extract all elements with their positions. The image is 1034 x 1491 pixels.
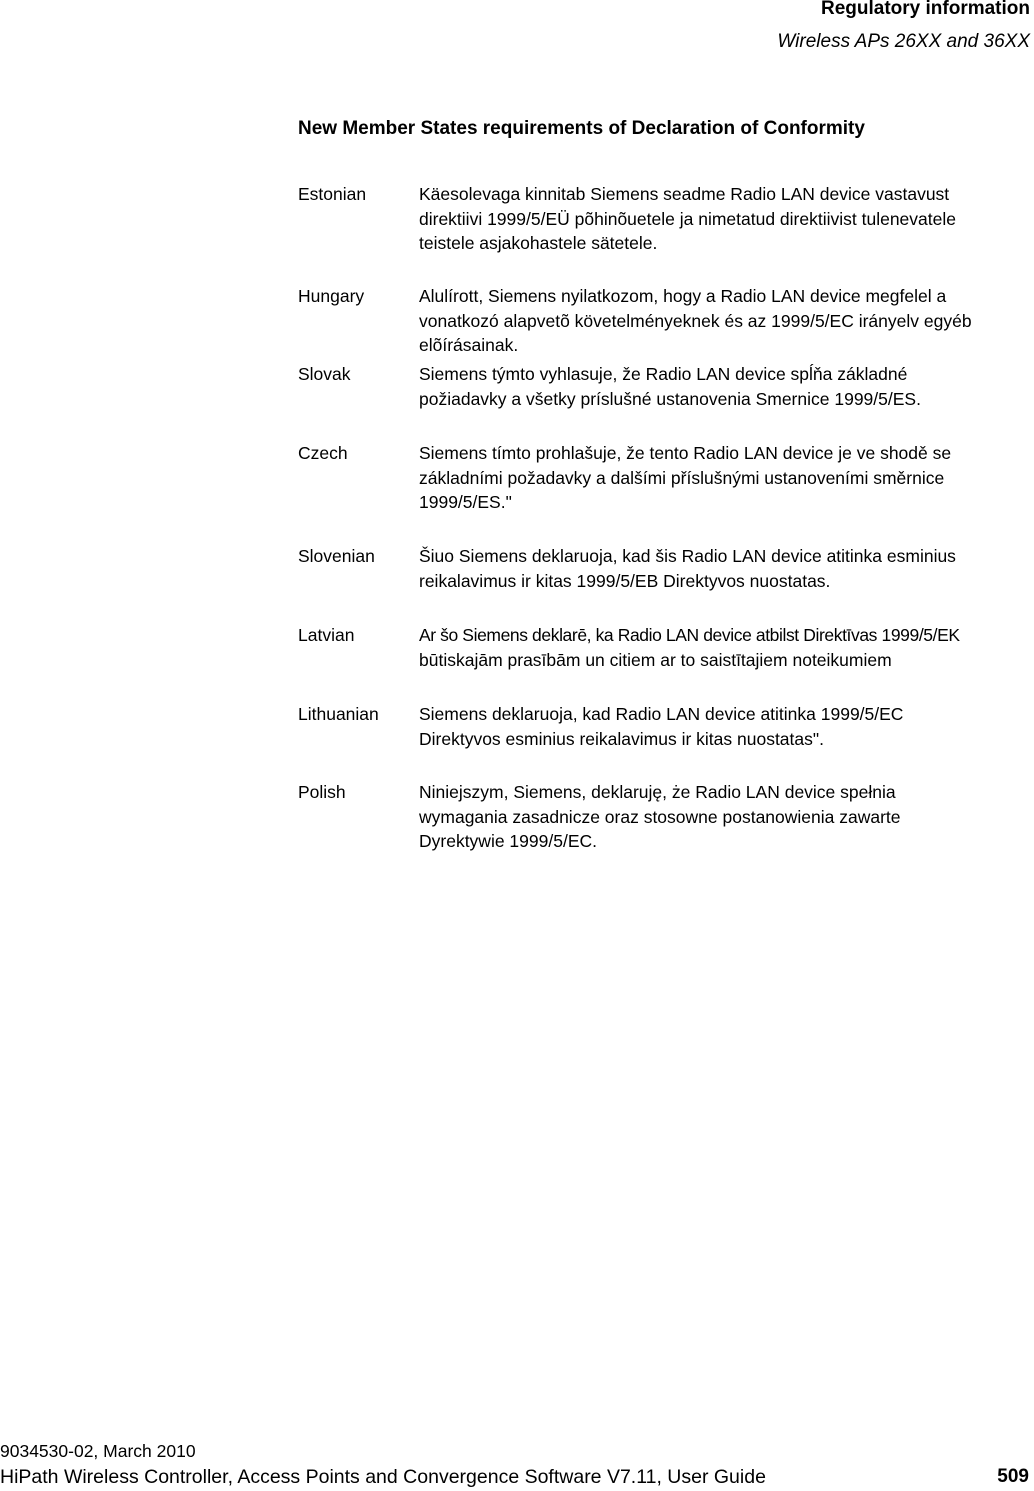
entry-text [419,702,1023,751]
entry-text-line: wymagania zasadnicze oraz stosowne postanowienia zawarte [419,806,901,827]
entry-language: Latvian [298,625,355,645]
entry-text-line: základními požadavky a dalšími příslušnými ustanoveními směrnice [419,467,945,488]
entry-language: Czech [298,443,348,463]
entry-language: Polish [298,782,346,802]
entry-text-line: 1999/5/ES." [419,492,512,512]
entry-language: Slovenian [298,546,375,566]
entry-text-line: būtiskajām prasībām un citiem ar to saistītajiem noteikumiem [419,649,892,670]
footer-guide-title: HiPath Wireless Controller, Access Points and Convergence Software V7.11, User Guide [0,1466,766,1488]
entry-language: Slovak [298,364,351,384]
entry-text-line: Alulírott, Siemens nyilatkozom, hogy a Radio LAN device megfelel a [419,286,947,306]
entry-language: Hungary [298,286,365,306]
entry-text-line: Direktyvos esminius reikalavimus ir kitas nuostatas". [419,728,824,749]
entry-text-line: Siemens deklaruoja, kad Radio LAN device atitinka 1999/5/EC [419,704,904,724]
running-header-title: Regulatory information [820,0,1030,19]
entry-text-line: Käesolevaga kinnitab Siemens seadme Radio LAN device vastavust [419,184,950,204]
entry-text-line: Siemens tímto prohlašuje, že tento Radio LAN device je ve shodě se [419,443,952,463]
entry-text [419,362,1023,411]
page-number: 509 [997,1466,1029,1487]
section-title: New Member States requirements of Declaration of Conformity [298,118,865,139]
entry-text-line: Niniejszym, Siemens, deklaruję, że Radio LAN device spełnia [419,782,896,802]
entry-text [419,623,1023,672]
entry-text-line: direktiivi 1999/5/EÜ põhinõuetele ja nimetatud direktiivist tulenevatele [419,208,956,229]
entry-text [419,284,1023,358]
entry-text [419,544,1023,593]
entry-text-line: elõírásainak. [419,335,519,355]
entry-text-line: Dyrektywie 1999/5/EC. [419,831,597,851]
entry-language: Lithuanian [298,704,379,724]
entry-text-line: Šiuo Siemens deklaruoja, kad šis Radio LAN device atitinka esminius [419,546,956,566]
entry-language: Estonian [298,184,367,204]
entry-text-line: Siemens týmto vyhlasuje, že Radio LAN device spĺňa základné [419,364,908,384]
entry-text-line: teistele asjakohastele sätetele. [419,233,658,253]
entry-text [419,780,1023,854]
entry-text-line: požiadavky a všetky príslušné ustanovenia Smernice 1999/5/ES. [419,388,921,409]
entry-text-line: vonatkozó alapvetõ követelményeknek és az 1999/5/EC irányelv egyéb [419,310,972,331]
running-header-subtitle: Wireless APs 26XX and 36XX [777,31,1030,52]
entry-text-line: Ar šo Siemens deklarē, ka Radio LAN device atbilst Direktīvas 1999/5/EK [419,625,960,645]
footer-doc-number: 9034530-02, March 2010 [0,1441,196,1461]
entry-text-line: reikalavimus ir kitas 1999/5/EB Direktyvos nuostatas. [419,570,831,591]
entry-text [419,441,1023,515]
entry-text [419,182,1023,256]
